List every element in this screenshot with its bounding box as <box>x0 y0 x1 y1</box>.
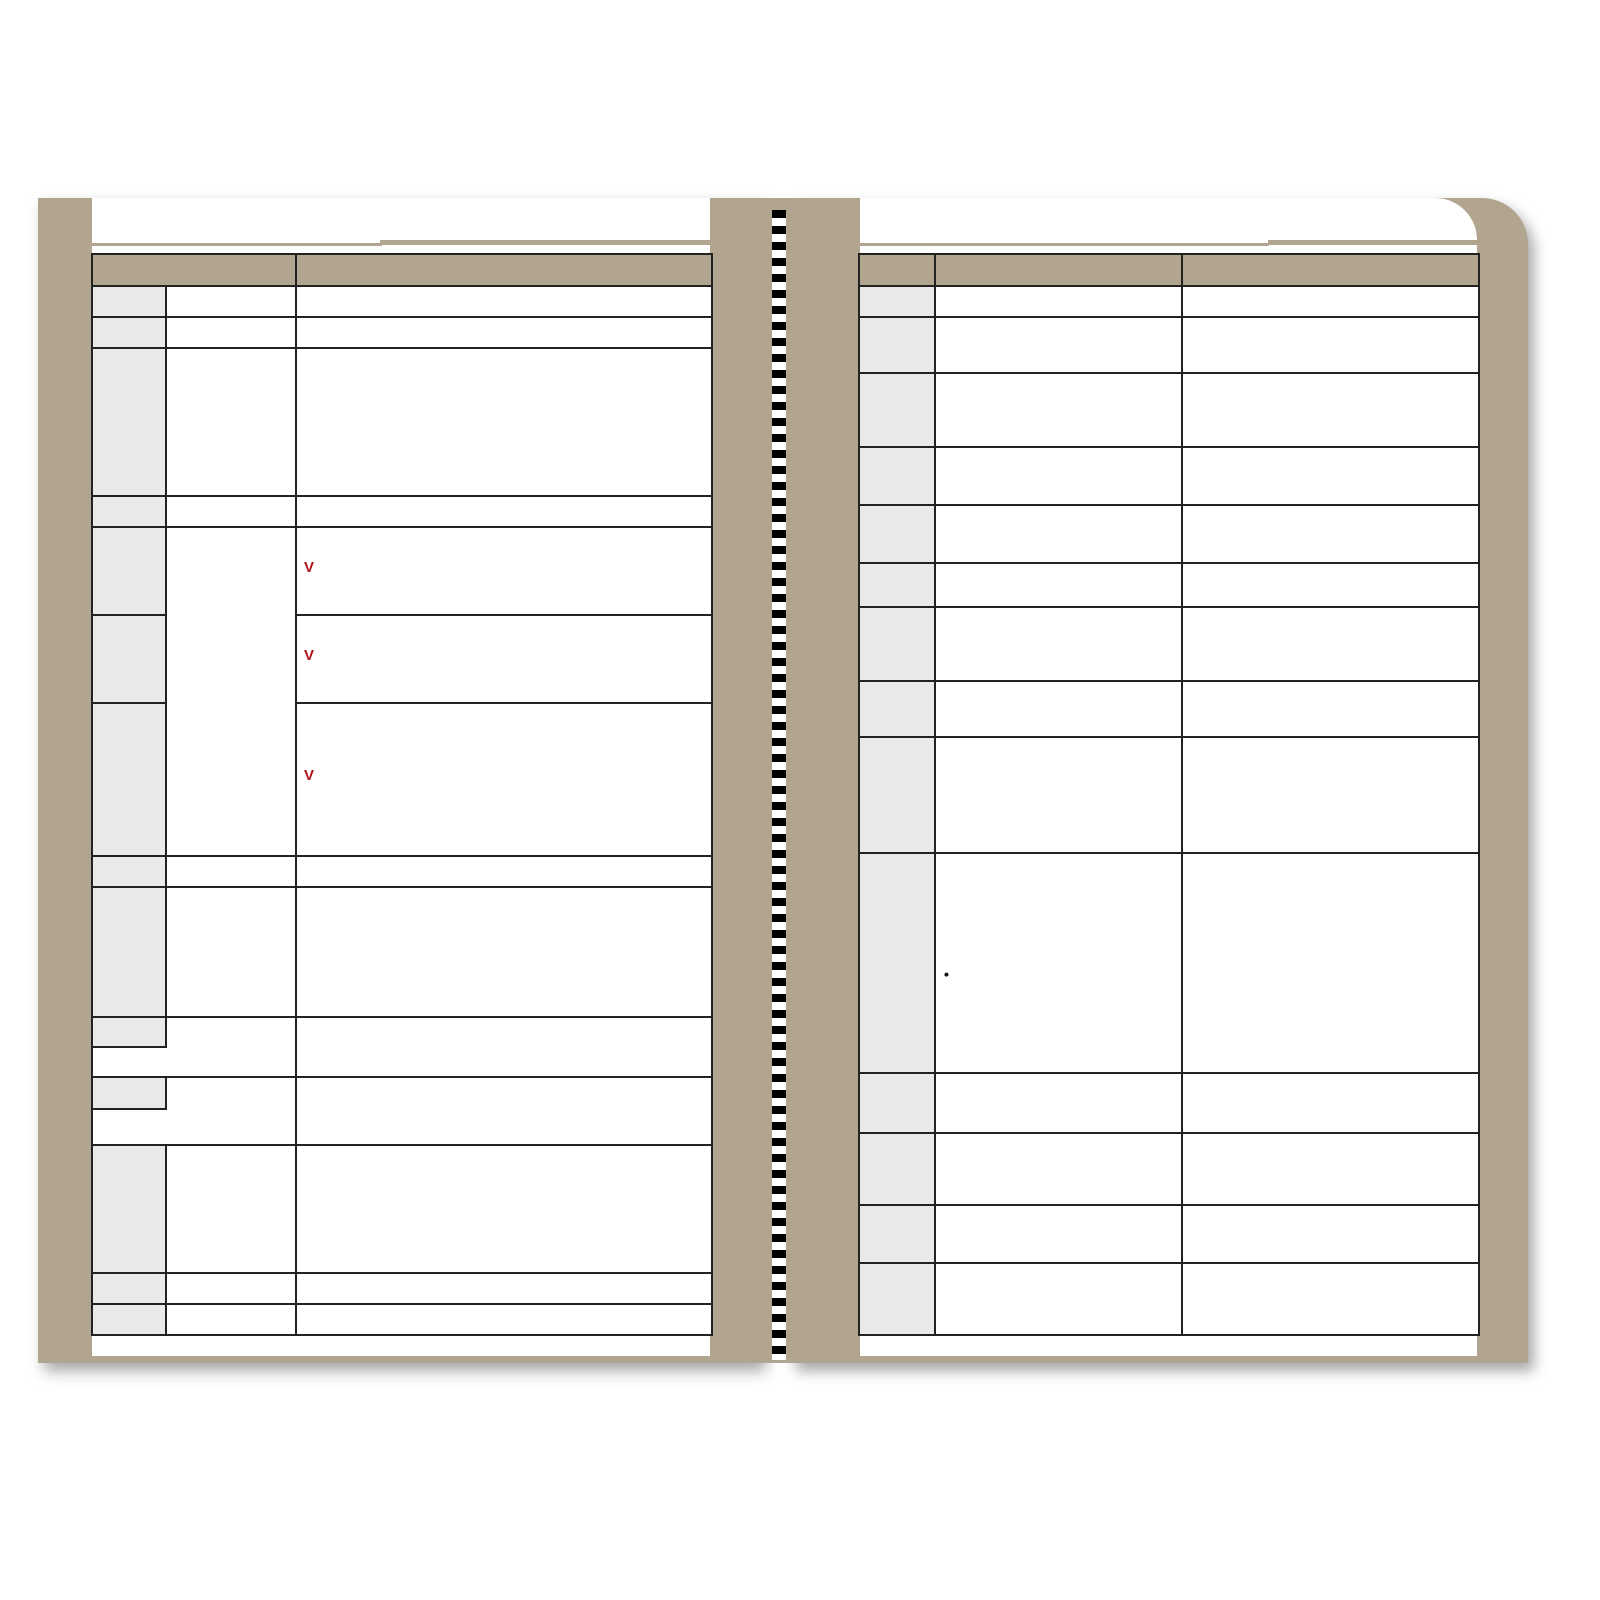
cn-number <box>859 1133 935 1205</box>
cn-name <box>166 1145 296 1273</box>
examination <box>935 317 1182 373</box>
table-row <box>859 317 1479 373</box>
cn-number <box>92 1304 166 1335</box>
table-header-row <box>92 254 712 286</box>
damage-lesion <box>1182 681 1479 737</box>
header-cn <box>859 254 935 286</box>
cn-components <box>296 856 712 887</box>
table-row <box>92 317 712 348</box>
right-title-rule <box>1268 240 1478 245</box>
cn-number <box>859 737 935 853</box>
table-row <box>859 737 1479 853</box>
damage-lesion <box>1182 853 1479 1073</box>
cn-name <box>166 1304 296 1335</box>
cn-number <box>859 447 935 505</box>
left-title-rule <box>380 240 710 245</box>
table-row <box>92 286 712 317</box>
examination <box>935 1073 1182 1133</box>
cn-number <box>92 856 166 887</box>
cn-components <box>296 1077 712 1145</box>
header-damage <box>1182 254 1479 286</box>
cn-components: V <box>296 527 712 615</box>
cn-name <box>166 348 296 496</box>
table-row <box>859 607 1479 681</box>
table-row <box>859 681 1479 737</box>
table-row <box>92 1273 712 1304</box>
cn-number <box>92 1077 166 1109</box>
cn-number <box>92 496 166 527</box>
cn-components <box>296 348 712 496</box>
table-row <box>859 563 1479 607</box>
index-tabs <box>1490 500 1524 1350</box>
header-components <box>296 254 712 286</box>
damage-lesion <box>1182 1263 1479 1335</box>
cn-number <box>859 317 935 373</box>
cn-name <box>92 1047 296 1077</box>
damage-lesion <box>1182 1133 1479 1205</box>
cn-number <box>859 563 935 607</box>
table-row <box>859 447 1479 505</box>
examination <box>935 1133 1182 1205</box>
cn-number <box>92 615 166 703</box>
cn-number <box>92 286 166 317</box>
damage-lesion <box>1182 373 1479 447</box>
examination <box>935 505 1182 563</box>
examination <box>935 1263 1182 1335</box>
cn-number <box>859 681 935 737</box>
cn-components <box>296 1304 712 1335</box>
cn-number <box>859 286 935 317</box>
damage-lesion <box>1182 317 1479 373</box>
damage-lesion <box>1182 447 1479 505</box>
cn-number <box>859 853 935 1073</box>
cranial-nerves-table <box>91 253 713 1336</box>
table-row <box>859 1133 1479 1205</box>
cn-number <box>92 348 166 496</box>
cn-components <box>296 286 712 317</box>
table-row <box>92 496 712 527</box>
cn-name <box>166 887 296 1017</box>
table-row <box>92 1077 712 1109</box>
table-row <box>92 856 712 887</box>
examination <box>935 447 1182 505</box>
cn-number <box>859 607 935 681</box>
damage-lesion <box>1182 1205 1479 1263</box>
cn-components <box>296 1145 712 1273</box>
examination <box>935 853 1182 1073</box>
cn-number <box>859 373 935 447</box>
header-examination <box>935 254 1182 286</box>
examination <box>935 607 1182 681</box>
table-row <box>92 887 712 1017</box>
damage-lesion <box>1182 505 1479 563</box>
damage-lesion <box>1182 563 1479 607</box>
right-side-tab-label <box>1488 258 1524 498</box>
cn-number <box>859 1205 935 1263</box>
table-row <box>859 853 1479 1073</box>
examination <box>935 681 1182 737</box>
cn-components <box>296 317 712 348</box>
damage-lesion <box>1182 1073 1479 1133</box>
cn-name <box>92 1109 296 1145</box>
cn-number <box>92 887 166 1017</box>
examination <box>935 1205 1182 1263</box>
cn-number <box>92 1273 166 1304</box>
table-row <box>92 348 712 496</box>
cn-name <box>166 1273 296 1304</box>
cn-components <box>296 1017 712 1077</box>
header-cranial-nerve <box>92 254 296 286</box>
table-header-row <box>859 254 1479 286</box>
cn-number <box>92 1145 166 1273</box>
table-row <box>859 1205 1479 1263</box>
cn-name <box>166 286 296 317</box>
spiral-binding <box>720 200 860 1360</box>
right-title-underline <box>859 243 1269 246</box>
table-row <box>92 527 712 615</box>
left-side-tab-label <box>42 210 86 470</box>
cn-number <box>859 505 935 563</box>
cn-number <box>92 527 166 615</box>
cn-components <box>296 496 712 527</box>
left-title-underline <box>92 243 382 246</box>
examination <box>935 737 1182 853</box>
table-row <box>92 1017 712 1047</box>
damage-lesion <box>1182 737 1479 853</box>
cn-name <box>166 856 296 887</box>
examination <box>935 286 1182 317</box>
table-row <box>859 505 1479 563</box>
cn-number <box>859 1263 935 1335</box>
table-row <box>859 1263 1479 1335</box>
cn-name <box>166 496 296 527</box>
cn-number <box>92 317 166 348</box>
cn-name <box>166 317 296 348</box>
cranial-nerve-lesions-table <box>858 253 1480 1336</box>
cn-number <box>92 1017 166 1047</box>
cn-components: V <box>296 703 712 856</box>
table-row <box>859 1073 1479 1133</box>
cn-components <box>296 1273 712 1304</box>
cn-number <box>859 1073 935 1133</box>
cn-components: V <box>296 615 712 703</box>
table-row <box>859 286 1479 317</box>
cn-number <box>92 703 166 856</box>
table-row <box>92 1304 712 1335</box>
cn-components <box>296 887 712 1017</box>
damage-lesion <box>1182 607 1479 681</box>
table-row <box>859 373 1479 447</box>
damage-lesion <box>1182 286 1479 317</box>
cn-name <box>166 527 296 856</box>
table-row <box>92 1145 712 1273</box>
examination <box>935 373 1182 447</box>
examination <box>935 563 1182 607</box>
